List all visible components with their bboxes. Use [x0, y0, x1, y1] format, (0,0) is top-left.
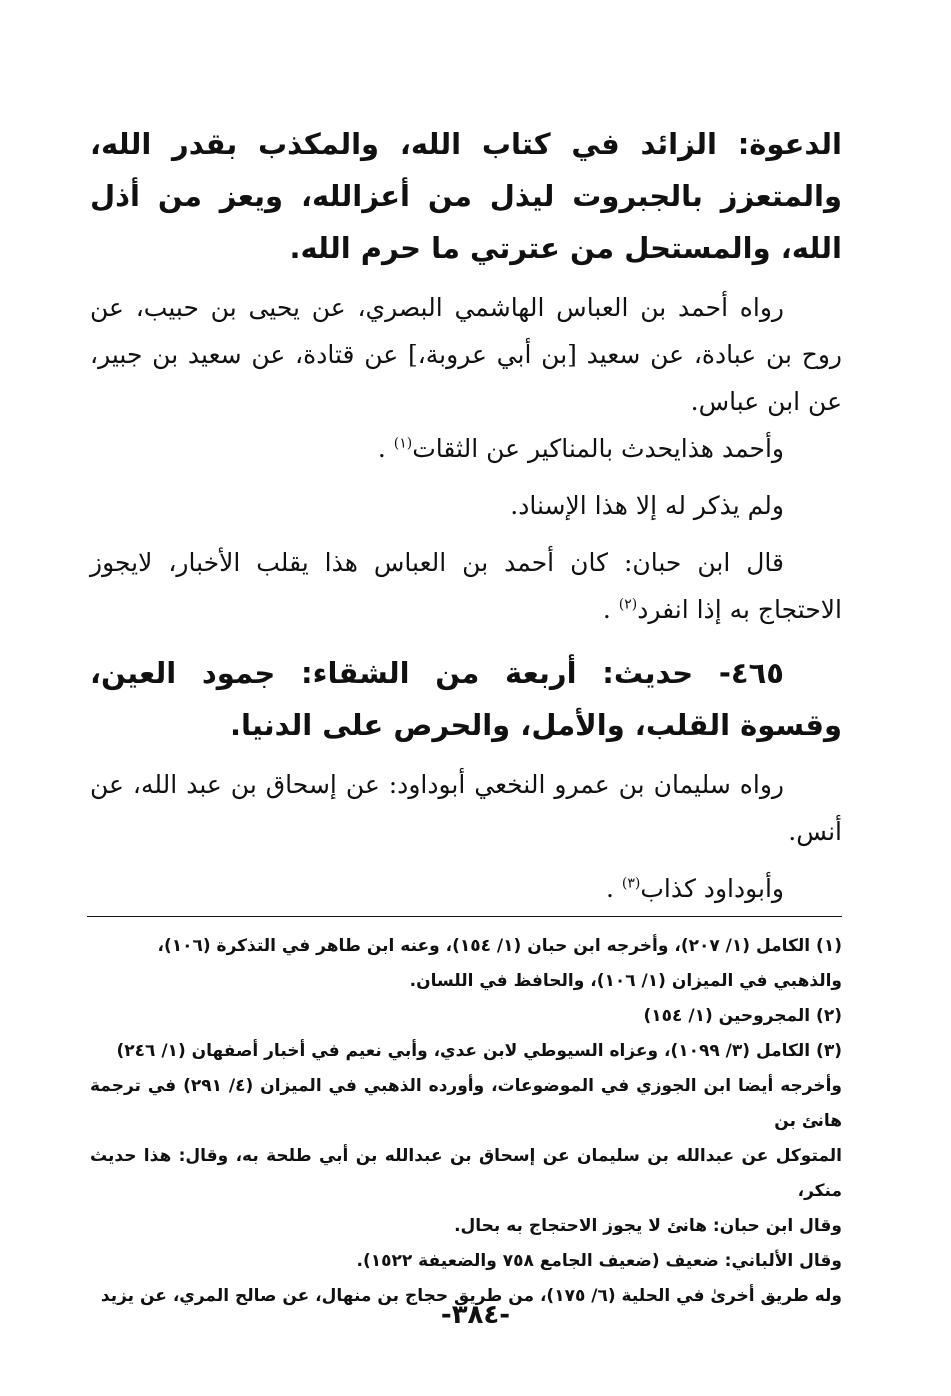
footnote-3-line-4: وقال ابن حبان: هانئ لا يجوز الاحتجاج به بحال. — [454, 1216, 842, 1236]
ibn-hibban-paragraph — [90, 539, 842, 633]
isnad-note-paragraph: ولم يذكر له إلا هذا الإسناد. — [510, 491, 784, 520]
footnote-3-line-3: المتوكل عن عبدالله بن سليمان عن إسحاق بن عبدالله بن أبي طلحة به، وقال: هذا حديث منكر، — [90, 1146, 842, 1201]
narrator-verdict-paragraph — [90, 865, 842, 912]
hadith-465-heading: ٤٦٥- حديث: أربعة من الشقاء: جمود العين، وقسوة القلب، والأمل، والحرص على الدنيا. — [90, 656, 842, 742]
narration-chain-paragraph: رواه أحمد بن العباس الهاشمي البصري، عن يحيى بن حبيب، عن روح بن عبادة، عن سعيد [بن أبي عروبة،] عن قتادة، عن سعيد بن جبير، عن ابن عباس. — [90, 293, 842, 416]
ibn-hibban-text: قال ابن حبان: كان أحمد بن العباس هذا يقلب الأخبار، لايجوز الاحتجاج به إذا انفرد — [90, 548, 842, 624]
narrator-verdict-end: . — [605, 874, 614, 903]
hadith-text-continued: الدعوة: الزائد في كتاب الله، والمكذب بقدر الله، والمتعزز بالجبروت ليذل من أعزالله، ويعز من أذل الله، والمستحل من عترتي ما حرم الله. — [90, 127, 842, 265]
hadith-465-narration: رواه سليمان بن عمرو النخعي أبوداود: عن إسحاق بن عبد الله، عن أنس. — [90, 770, 842, 846]
footnote-1-line-2: والذهبي في الميزان (١/ ١٠٦)، والحافظ في اللسان. — [409, 971, 842, 991]
ibn-hibban-end: . — [602, 595, 611, 624]
footnote-3-line-2: وأخرجه أيضا ابن الجوزي في الموضوعات، وأورده الذهبي في الميزان (٤/ ٢٩١) في ترجمة هانئ بن — [90, 1076, 842, 1131]
narrator-note-end: . — [377, 434, 386, 463]
footnote-3-line-6: وله طريق أخرىٰ في الحلية (٦/ ١٧٥)، من طريق حجاج بن منهال، عن صالح المري، عن يزيد — [100, 1286, 842, 1306]
page-body — [90, 118, 842, 1314]
narrator-note-paragraph — [90, 425, 842, 472]
footnote-2: (٢) المجروحين (١/ ١٥٤) — [643, 1006, 842, 1026]
footnotes-section — [90, 929, 842, 1314]
footnote-ref-1: (١) — [393, 435, 413, 452]
narrator-verdict-text: وأبوداود كذاب — [640, 874, 784, 903]
page-number: -٣٨٤- — [440, 1300, 511, 1330]
footnote-ref-2: (٢) — [618, 596, 638, 613]
footnote-1-line-1: (١) الكامل (١/ ٢٠٧)، وأخرجه ابن حبان (١/ ١٥٤)، وعنه ابن طاهر في التذكرة (١٠٦)، — [157, 936, 842, 956]
narrator-note-text: وأحمد هذايحدث بالمناكير عن الثقات — [412, 434, 784, 463]
footnote-divider — [87, 916, 842, 917]
footnote-3-line-1: (٣) الكامل (٣/ ١٠٩٩)، وعزاه السيوطي لابن عدي، وأبي نعيم في أخبار أصفهان (١/ ٢٤٦) — [116, 1041, 842, 1061]
footnote-ref-3: (٣) — [621, 875, 641, 892]
footnote-3-line-5: وقال الألباني: ضعيف (ضعيف الجامع ٧٥٨ والضعيفة ١٥٢٢). — [356, 1251, 842, 1271]
